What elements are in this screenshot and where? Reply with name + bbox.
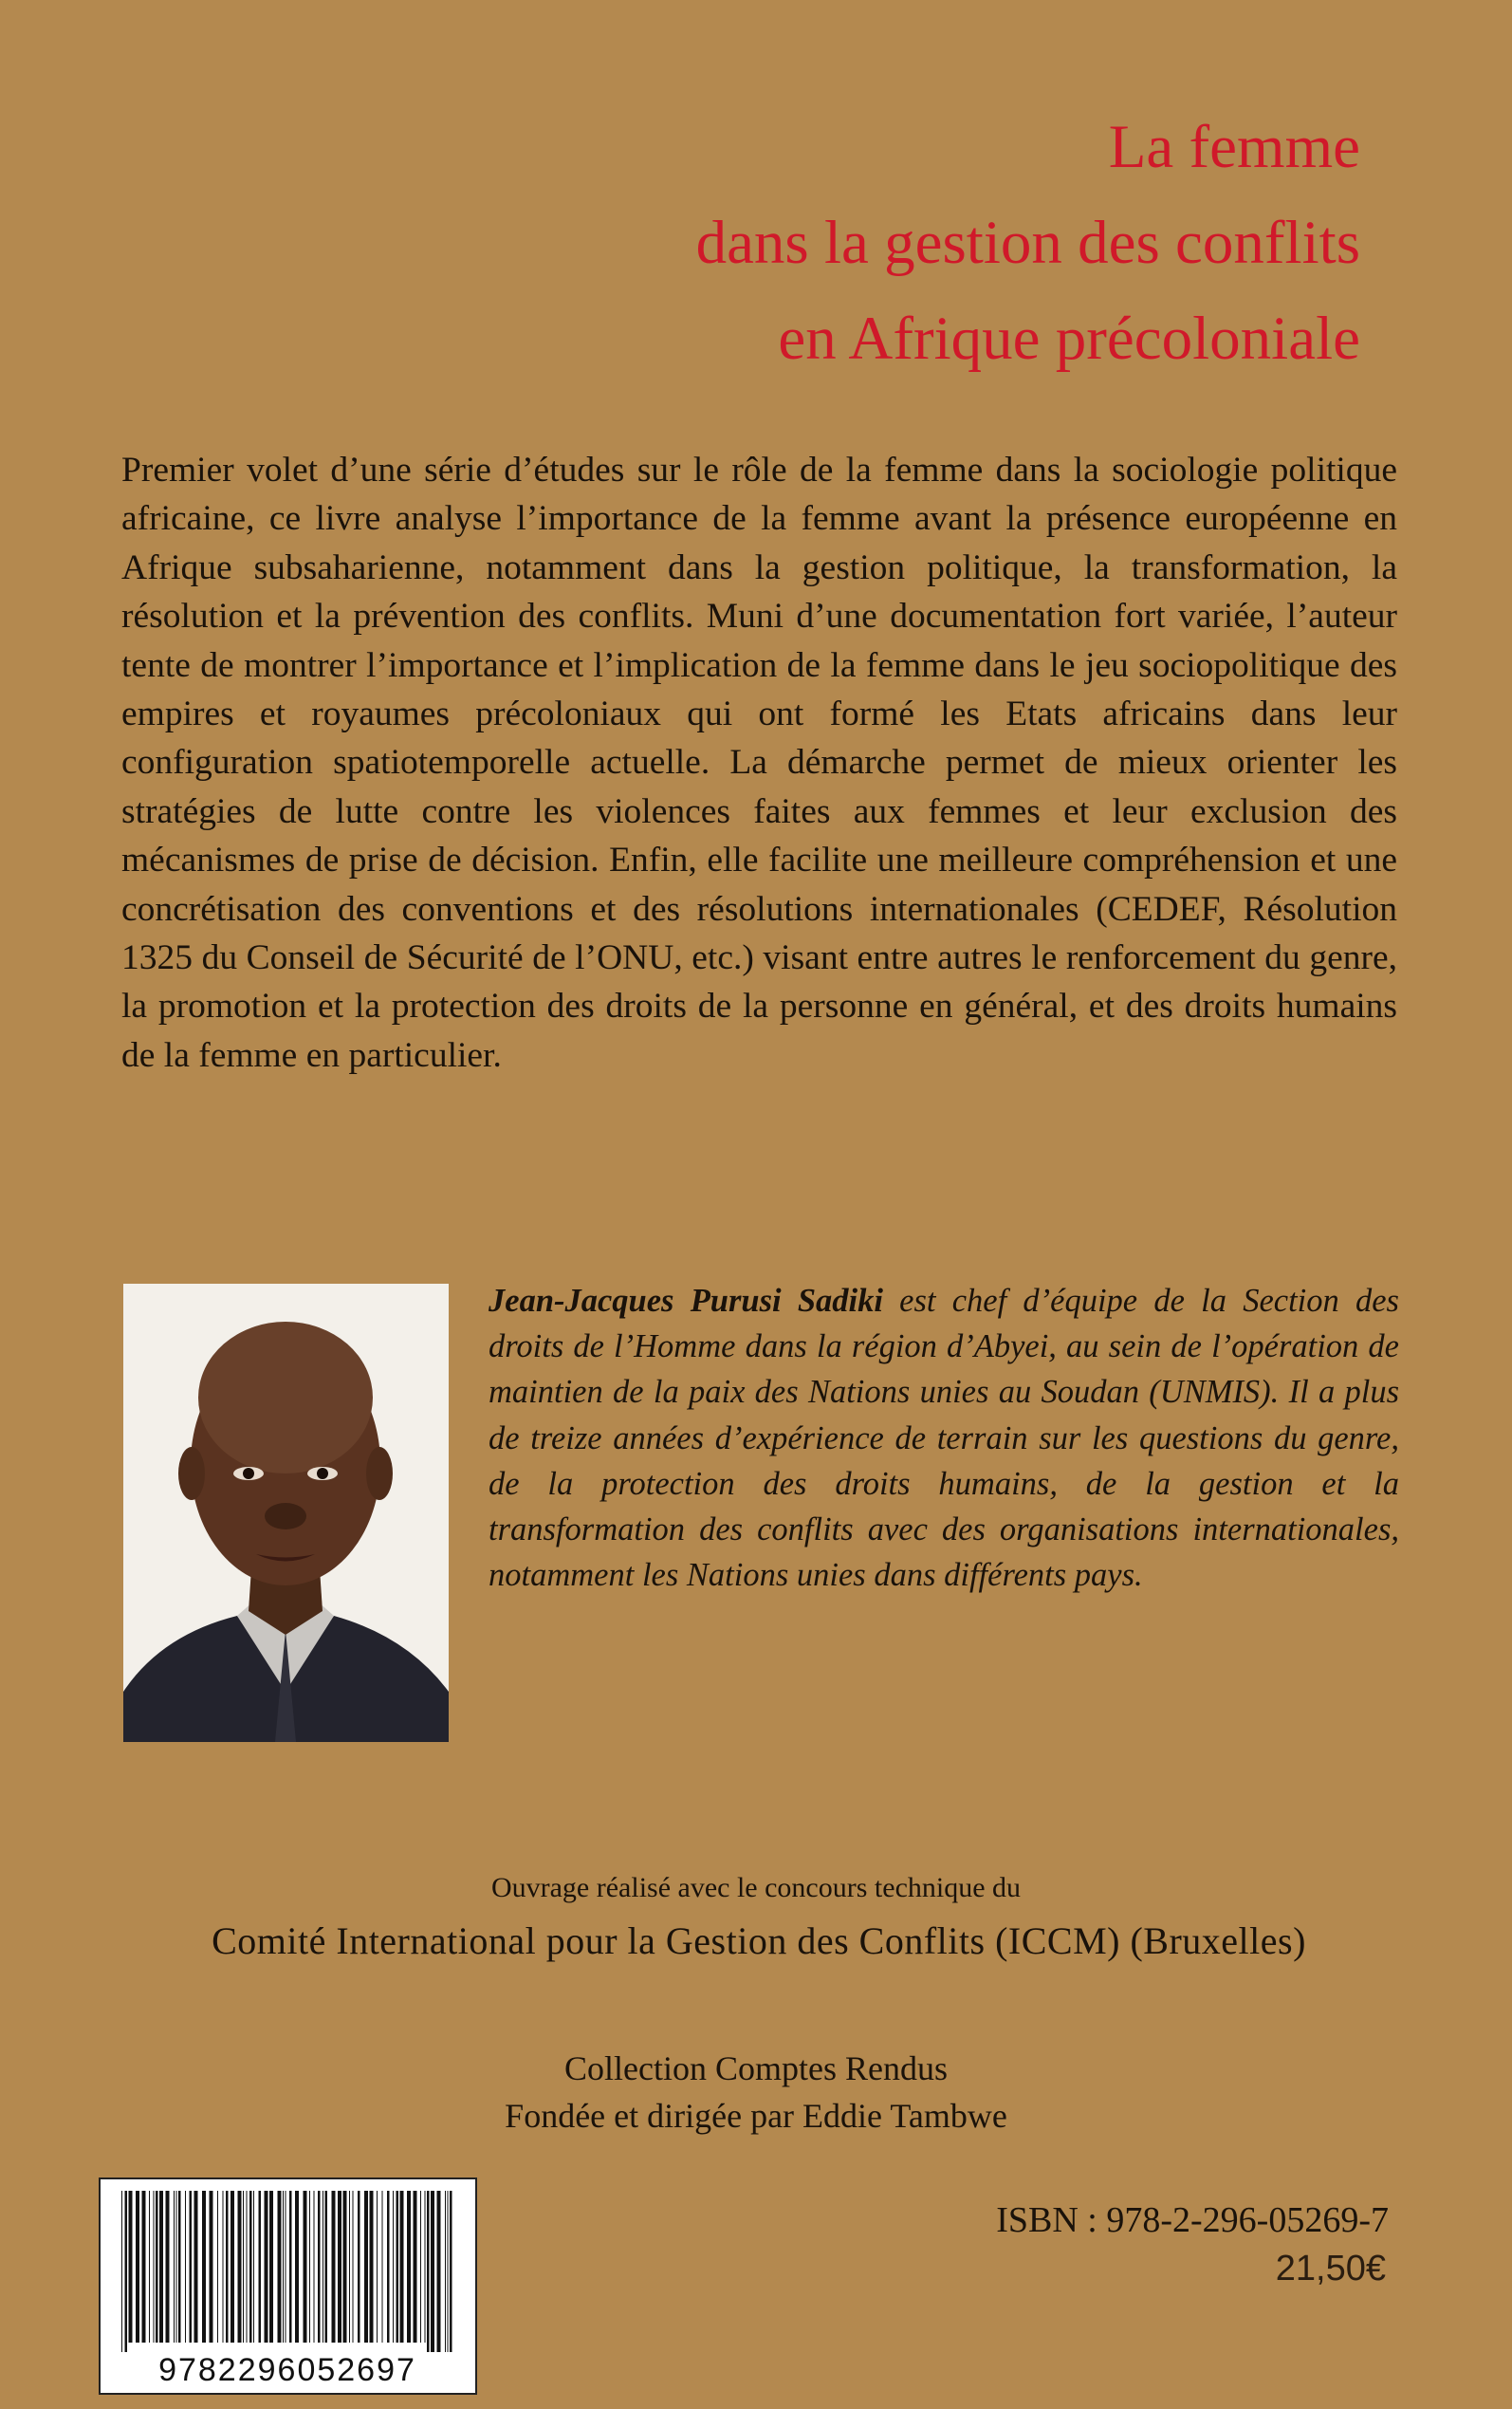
barcode-bar [269, 2191, 273, 2343]
author-portrait-illustration [123, 1284, 449, 1742]
barcode-bar [437, 2191, 441, 2352]
barcode-bar [149, 2191, 150, 2343]
collection-director: Fondée et dirigée par Eddie Tambwe [505, 2097, 1007, 2135]
book-summary: Premier volet d’une série d’études sur le rôle de la femme dans la sociologie politique africaine, ce livre analyse l’importance de la femme avant la présence européenne en Afrique subsaharienne, notamment dans la gestion politique, la transformation, la résolution et la prévention des conflits. Muni d’une documentation fort variée, l’auteur tente de montrer l’importance et l’implication de la femme dans le jeu sociopolitique des empires et royaumes précoloniaux qui ont formé les Etats africains dans leur configuration spatiotemporelle actuelle. La démarche permet de mieux orienter les stratégies de lutte contre les violences faites aux femmes et leur exclusion des mécanismes de prise de décision. Enfin, elle facilite une meilleure compréhension et une concrétisation des conventions et des résolutions internationales (CEDEF, Résolution 1325 du Conseil de Sécurité de l’ONU, etc.) visant entre autres le renforcement du genre, la promotion et la protection des droits de la personne en général, et des droits humains de la femme en particulier. [121, 451, 1397, 1075]
barcode-bar [343, 2191, 347, 2343]
technical-credit: Ouvrage réalisé avec le concours technique du [490, 1872, 1022, 1903]
title-line-1: La femme [1108, 113, 1360, 181]
barcode-bar [159, 2191, 163, 2343]
barcode-bar [414, 2191, 417, 2343]
barcode-bar [364, 2191, 368, 2343]
barcode-bar [194, 2191, 198, 2343]
book-title [317, 100, 1360, 387]
barcode-bar [121, 2191, 122, 2352]
barcode-bar [253, 2191, 254, 2343]
barcode-bar [217, 2191, 218, 2343]
barcode-bar [156, 2191, 158, 2343]
barcode-bar [400, 2191, 404, 2343]
barcode-bar [445, 2191, 446, 2352]
barcode-bar [338, 2191, 341, 2343]
barcode-bar [431, 2191, 434, 2352]
barcode-bar [202, 2191, 206, 2343]
barcode-bar [238, 2191, 242, 2343]
barcode-bar [174, 2191, 175, 2343]
barcode-graphic [101, 2179, 475, 2393]
barcode-bar [129, 2191, 133, 2343]
barcode-bar [396, 2191, 399, 2343]
title-line-2: dans la gestion des conflits [695, 209, 1360, 277]
barcode-bar [370, 2191, 374, 2343]
barcode-bar [226, 2191, 229, 2343]
barcode-bar [243, 2191, 244, 2343]
barcode-bar [295, 2191, 299, 2343]
barcode-bar [210, 2191, 213, 2343]
barcode-bar [178, 2191, 181, 2343]
barcode-bar [393, 2191, 394, 2343]
barcode-bar [387, 2191, 390, 2343]
barcode-bar [125, 2191, 128, 2352]
collection-name: Collection Comptes Rendus [564, 2049, 948, 2087]
barcode-bar [154, 2191, 155, 2343]
committee-name: Comité International pour la Gestion des Conflits (ICCM) (Bruxelles) [212, 1919, 1306, 1962]
barcode-bar [136, 2191, 139, 2343]
barcode-bar [190, 2191, 193, 2343]
barcode-bar [407, 2191, 411, 2343]
barcode-bar [314, 2191, 315, 2343]
barcode-bar [265, 2191, 268, 2343]
barcode-bar [289, 2191, 292, 2343]
barcode-bar [259, 2191, 262, 2343]
barcode-bar [448, 2191, 449, 2352]
barcode-bar [377, 2191, 378, 2343]
barcode-bar [304, 2191, 307, 2343]
barcode-bar [176, 2191, 177, 2343]
price: 21,50€ [1275, 2249, 1386, 2289]
barcode-bar [223, 2191, 224, 2343]
barcode-bar [185, 2191, 186, 2343]
barcode-bar [358, 2191, 360, 2343]
author-bio [489, 1278, 1399, 1598]
barcode-bar [349, 2191, 350, 2343]
author-name: Jean-Jacques Purusi Sadiki [489, 1283, 883, 1319]
author-photo [123, 1284, 449, 1742]
barcode-bar [166, 2191, 170, 2343]
barcode-bar [427, 2191, 430, 2352]
author-bio-text: est chef d’équipe de la Section des droits de l’Homme dans la région d’Abyei, au sein de l’opération de maintien de la paix des Nations unies au Soudan (UNMIS). Il a plus de treize années d’expérience de terrain sur les questions du genre, de la protection des droits humains, de la gestion et la transformation des conflits avec des organisations internationales, notamment les Nations unies dans différents pays. [489, 1283, 1399, 1594]
title-line-3: en Afrique précoloniale [778, 305, 1360, 373]
barcode-bar [450, 2191, 452, 2352]
barcode-bar [318, 2191, 321, 2343]
barcode-bar [283, 2191, 284, 2343]
barcode-bar [247, 2191, 248, 2343]
barcode-bar [249, 2191, 252, 2343]
barcode-bar [278, 2191, 282, 2343]
isbn: ISBN : 978-2-296-05269-7 [996, 2200, 1389, 2240]
barcode-bar [353, 2191, 354, 2343]
barcode-digits: 9782296052697 [158, 2352, 416, 2388]
barcode-bar [309, 2191, 310, 2343]
barcode [99, 2177, 477, 2395]
barcode-bar [142, 2191, 146, 2343]
barcode-bar [230, 2191, 234, 2343]
barcode-bar [325, 2191, 328, 2343]
collection-info [0, 2045, 1512, 2140]
barcode-bar [332, 2191, 336, 2343]
barcode-bar [382, 2191, 383, 2343]
barcode-bar [420, 2191, 421, 2343]
barcode-bar [425, 2191, 426, 2343]
